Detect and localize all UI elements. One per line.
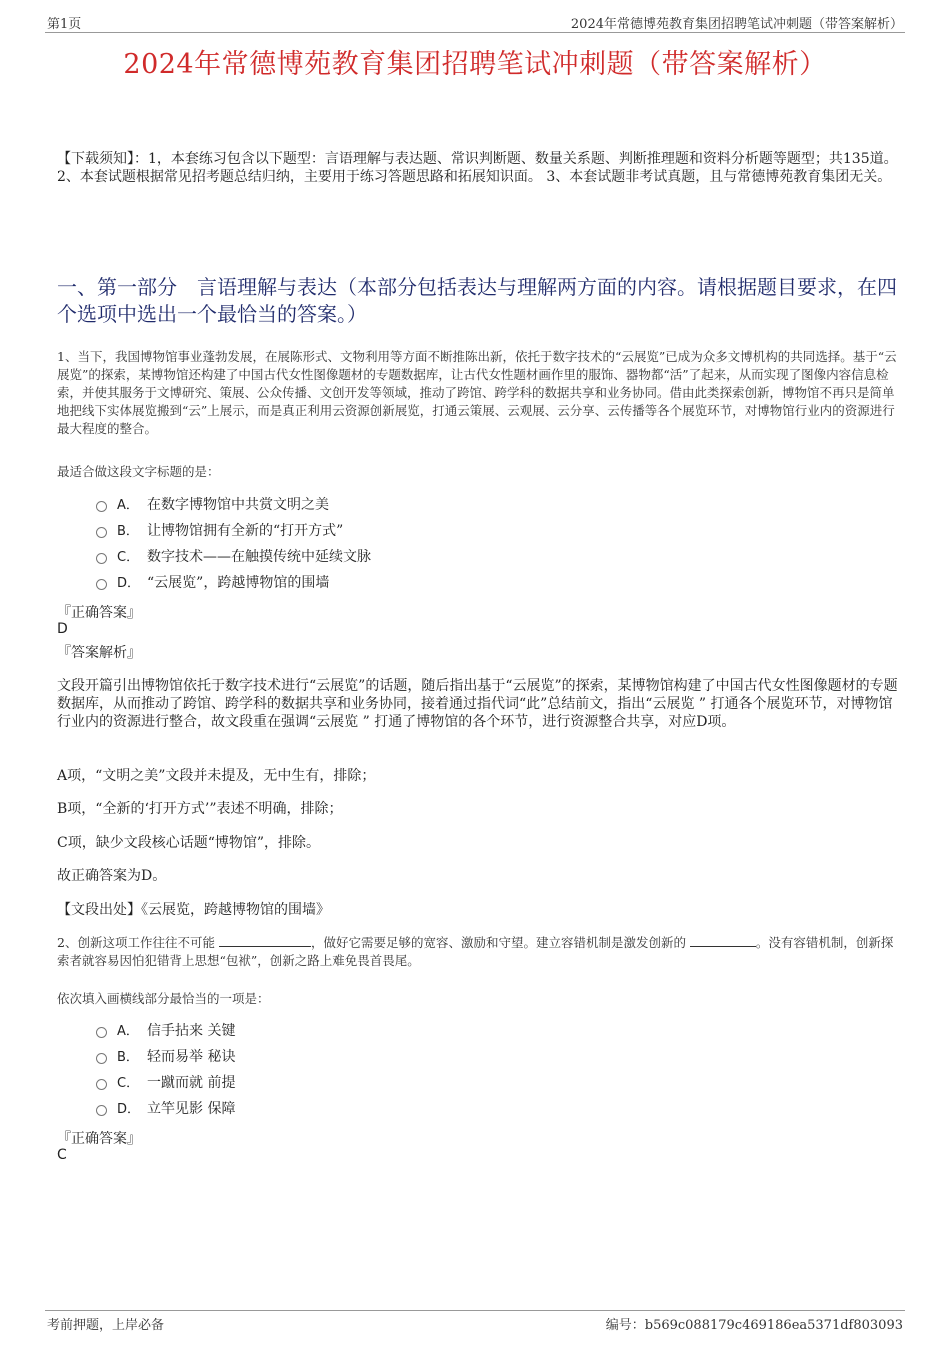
- radio-icon[interactable]: [96, 1027, 107, 1038]
- q1-prompt: 最适合做这段文字标题的是：: [57, 464, 220, 479]
- q2-option-b[interactable]: B． 轻而易举 秘诀: [96, 1047, 235, 1067]
- footer-doc-id: 编号：b569c088179c469186ea5371df803093: [605, 1318, 903, 1333]
- q1-analysis: 文段开篇引出博物馆依托于数字技术进行“云展览”的话题，随后指出基于“云展览”的探索，某博物馆构建了中国古代女性图像题材的专题数据库，从而推动了跨馆、跨学科的数据共享和业务协同，接着通过指代词“此”总结前文，指出“云展览 ” 打通各个展览环节，对博物馆行业内的资源进行整合，故文段重在强调“云展览 ” 打通了博物馆的各个环节，进行资源整合共享，对应D项。: [57, 678, 898, 730]
- q1-analysis-b: B项，“全新的‘打开方式’”表述不明确，排除；: [57, 801, 343, 817]
- q1-answer-label: 『正确答案』: [57, 605, 141, 621]
- section-heading: 一、第一部分 言语理解与表达（本部分包括表达与理解两方面的内容。请根据题目要求，在四个选项中选出一个最恰当的答案。）: [57, 275, 897, 326]
- q2-blank-2: [690, 934, 756, 947]
- q1-conclusion: 故正确答案为D。: [57, 868, 167, 884]
- radio-icon[interactable]: [96, 527, 107, 538]
- q2-answer-label: 『正确答案』: [57, 1131, 141, 1147]
- q1-analysis-a: A项，“文明之美”文段并未提及，无中生有，排除；: [57, 768, 376, 784]
- q2-prompt: 依次填入画横线部分最恰当的一项是：: [57, 991, 270, 1006]
- q2-option-a[interactable]: A． 信手拈来 关键: [96, 1021, 235, 1041]
- q1-analysis-label: 『答案解析』: [57, 645, 141, 661]
- radio-icon[interactable]: [96, 501, 107, 512]
- footer-slogan: 考前押题，上岸必备: [47, 1318, 165, 1333]
- q2-answer: C: [57, 1147, 67, 1163]
- q1-option-b[interactable]: B． 让博物馆拥有全新的“打开方式”: [96, 521, 343, 541]
- q2-option-d[interactable]: D． 立竿见影 保障: [96, 1099, 235, 1119]
- q2-option-c[interactable]: C． 一蹴而就 前提: [96, 1073, 235, 1093]
- q1-passage: 1、当下，我国博物馆事业蓬勃发展，在展陈形式、文物利用等方面不断推陈出新，依托于数字技术的“云展览”已成为众多文博机构的共同选择。基于“云展览”的探索，某博物馆还构建了中国古代女性图像题材的专题数据库，让古代女性题材画作里的服饰、器物都“活”了起来，从而实现了图像内容信息检索，并使其服务于文博研究、策展、公众传播、文创开发等领域，推动了跨馆、跨学科的数据共享和业务协同。借由此类探索创新，博物馆不再只是简单地把线下实体展览搬到“云”上展示，而是真正利用云资源创新展览，打通云策展、云观展、云分享、云传播等各个展览环节，对博物馆行业内的资源进行最大程度的整合。: [57, 349, 897, 436]
- radio-icon[interactable]: [96, 553, 107, 564]
- radio-icon[interactable]: [96, 579, 107, 590]
- header-divider: [45, 32, 905, 33]
- header-page-number: 第1页: [47, 17, 82, 32]
- footer-divider: [45, 1310, 905, 1311]
- q1-option-c[interactable]: C． 数字技术——在触摸传统中延续文脉: [96, 547, 371, 567]
- q1-answer: D: [57, 621, 68, 637]
- q2-blank-1: [219, 934, 311, 947]
- radio-icon[interactable]: [96, 1105, 107, 1116]
- radio-icon[interactable]: [96, 1053, 107, 1064]
- download-notice: 【下载须知】：1，本套练习包含以下题型：言语理解与表达题、常识判断题、数量关系题、判断推理题和资料分析题等题型；共135道。 2、本套试题根据常见招考题总结归纳，主要用于练习答题思路和拓展知识面。 3、本套试题非考试真题，且与常德博苑教育集团无关。: [57, 151, 898, 185]
- header-doc-title: 2024年常德博苑教育集团招聘笔试冲刺题（带答案解析）: [570, 17, 903, 32]
- radio-icon[interactable]: [96, 1079, 107, 1090]
- q2-passage: 2、创新这项工作往往不可能 ，做好它需要足够的宽容、激励和守望。建立容错机制是激发创新的 。没有容错机制，创新探索者就容易因怕犯错背上思想“包袱”，创新之路上难免畏首畏尾。: [57, 935, 894, 968]
- q1-option-a[interactable]: A． 在数字博物馆中共赏文明之美: [96, 495, 329, 515]
- q1-source: 【文段出处】《云展览，跨越博物馆的围墙》: [57, 902, 330, 918]
- document-title: 2024年常德博苑教育集团招聘笔试冲刺题（带答案解析）: [123, 49, 827, 80]
- q1-analysis-c: C项，缺少文段核心话题“博物馆”，排除。: [57, 835, 321, 851]
- q1-option-d[interactable]: D． “云展览”，跨越博物馆的围墙: [96, 573, 329, 593]
